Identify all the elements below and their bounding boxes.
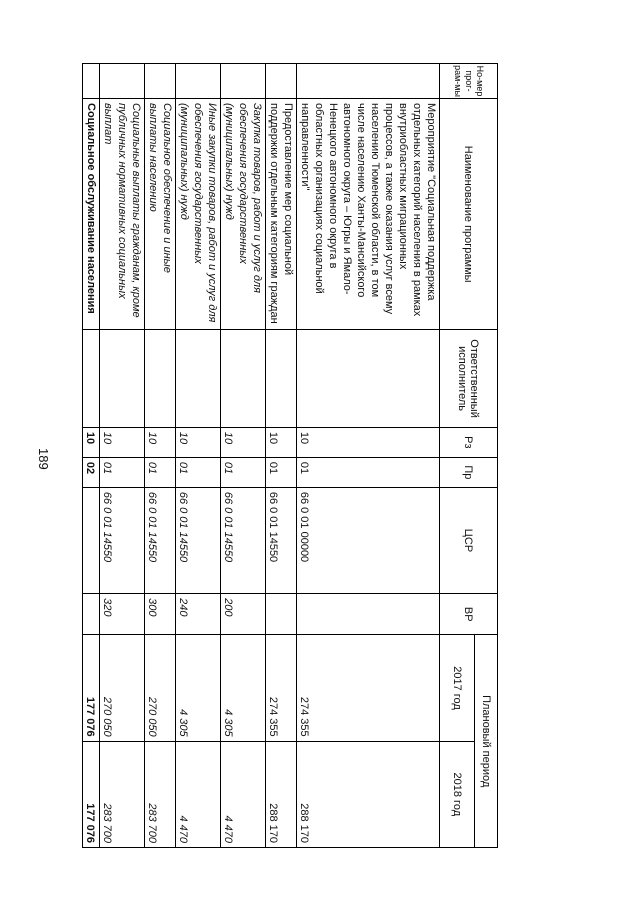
vr-cell: 200 xyxy=(221,594,266,635)
table-row xyxy=(100,64,145,848)
rz-cell: 10 xyxy=(100,427,145,457)
budget-table xyxy=(82,63,498,848)
pr-cell: 01 xyxy=(297,457,440,487)
csr-cell: 66 0 01 00000 xyxy=(297,487,440,593)
program-name-cell: Закупка товаров, работ и услуг для обеспечения государственных (муниципальных) нужд xyxy=(221,99,266,330)
value-2017-cell: 4 305 xyxy=(176,635,221,741)
csr-cell: 66 0 01 14550 xyxy=(176,487,221,593)
program-number-cell xyxy=(176,64,221,99)
page-number: 189 xyxy=(36,448,51,470)
value-2018-cell: 288 170 xyxy=(297,741,440,847)
rz-cell: 10 xyxy=(221,427,266,457)
rz-cell: 10 xyxy=(176,427,221,457)
value-2017-cell: 270 050 xyxy=(100,635,145,741)
value-2018-cell: 4 470 xyxy=(176,741,221,847)
program-number-cell xyxy=(297,64,440,99)
vr-cell xyxy=(297,594,440,635)
rz-cell: 10 xyxy=(266,427,297,457)
value-2018-cell: 4 470 xyxy=(221,741,266,847)
program-name-cell: Социальные выплаты гражданам, кроме публичных нормативных социальных выплат xyxy=(100,99,145,330)
table-row xyxy=(176,64,221,848)
program-number-cell xyxy=(145,64,176,99)
value-2018-cell: 283 700 xyxy=(100,741,145,847)
header-2017: 2017 год xyxy=(440,635,475,741)
csr-cell: 66 0 01 14550 xyxy=(145,487,176,593)
table-row xyxy=(221,64,266,848)
rz-cell: 10 xyxy=(145,427,176,457)
executor-cell xyxy=(297,330,440,428)
table-row xyxy=(145,64,176,848)
header-program-number: Но-мер прог-рам-мы xyxy=(440,64,498,99)
header-program-name: Наименование программы xyxy=(440,99,498,330)
table-row xyxy=(83,64,100,848)
header-planned-period: Плановый период xyxy=(475,635,498,848)
vr-cell xyxy=(83,594,100,635)
executor-cell xyxy=(83,330,100,428)
table-row xyxy=(266,64,297,848)
pr-cell: 01 xyxy=(221,457,266,487)
rz-cell: 10 xyxy=(83,427,100,457)
executor-cell xyxy=(145,330,176,428)
header-vr: ВР xyxy=(440,594,498,635)
header-pr: Пр xyxy=(440,457,498,487)
value-2017-cell: 4 305 xyxy=(221,635,266,741)
table-body xyxy=(83,64,440,848)
program-name-cell: Предоставление мер социальной поддержки отдельным категориям граждан xyxy=(266,99,297,330)
csr-cell: 66 0 01 14550 xyxy=(100,487,145,593)
value-2017-cell: 177 076 xyxy=(83,635,100,741)
program-number-cell xyxy=(83,64,100,99)
program-name-cell: Иные закупки товаров, работ и услуг для обеспечения государственных (муниципальных) нужд xyxy=(176,99,221,330)
header-rz: Рз xyxy=(440,427,498,457)
program-number-cell xyxy=(100,64,145,99)
header-csr: ЦСР xyxy=(440,487,498,593)
pr-cell: 01 xyxy=(176,457,221,487)
value-2017-cell: 274 355 xyxy=(266,635,297,741)
vr-cell: 240 xyxy=(176,594,221,635)
executor-cell xyxy=(266,330,297,428)
vr-cell: 320 xyxy=(100,594,145,635)
executor-cell xyxy=(100,330,145,428)
value-2018-cell: 283 700 xyxy=(145,741,176,847)
pr-cell: 02 xyxy=(83,457,100,487)
header-executor: Ответственный исполнитель xyxy=(440,330,498,428)
executor-cell xyxy=(221,330,266,428)
value-2018-cell: 177 076 xyxy=(83,741,100,847)
csr-cell: 66 0 01 14550 xyxy=(221,487,266,593)
program-name-cell: Социальное обслуживание населения xyxy=(83,99,100,330)
rz-cell: 10 xyxy=(297,427,440,457)
csr-cell: 66 0 01 14550 xyxy=(266,487,297,593)
value-2017-cell: 270 050 xyxy=(145,635,176,741)
value-2017-cell: 274 355 xyxy=(297,635,440,741)
pr-cell: 01 xyxy=(145,457,176,487)
pr-cell: 01 xyxy=(100,457,145,487)
program-name-cell: Мероприятие "Социальная поддержка отдельных категорий населения в рамках внутриобластных миграционных процессов, а также оказания услуг всему населению Тюменской области, в том числе населению Ханты-Мансийского автономного округа – Югры и Ямало-Ненецкого автономного округа в областных организациях социальной направленности" xyxy=(297,99,440,330)
pr-cell: 01 xyxy=(266,457,297,487)
csr-cell xyxy=(83,487,100,593)
executor-cell xyxy=(176,330,221,428)
budget-table-container xyxy=(63,63,498,848)
table-row xyxy=(297,64,440,848)
header-2018: 2018 год xyxy=(440,741,475,847)
value-2018-cell: 288 170 xyxy=(266,741,297,847)
program-number-cell xyxy=(221,64,266,99)
vr-cell xyxy=(266,594,297,635)
program-name-cell: Социальное обеспечение и иные выплаты населению xyxy=(145,99,176,330)
vr-cell: 300 xyxy=(145,594,176,635)
program-number-cell xyxy=(266,64,297,99)
